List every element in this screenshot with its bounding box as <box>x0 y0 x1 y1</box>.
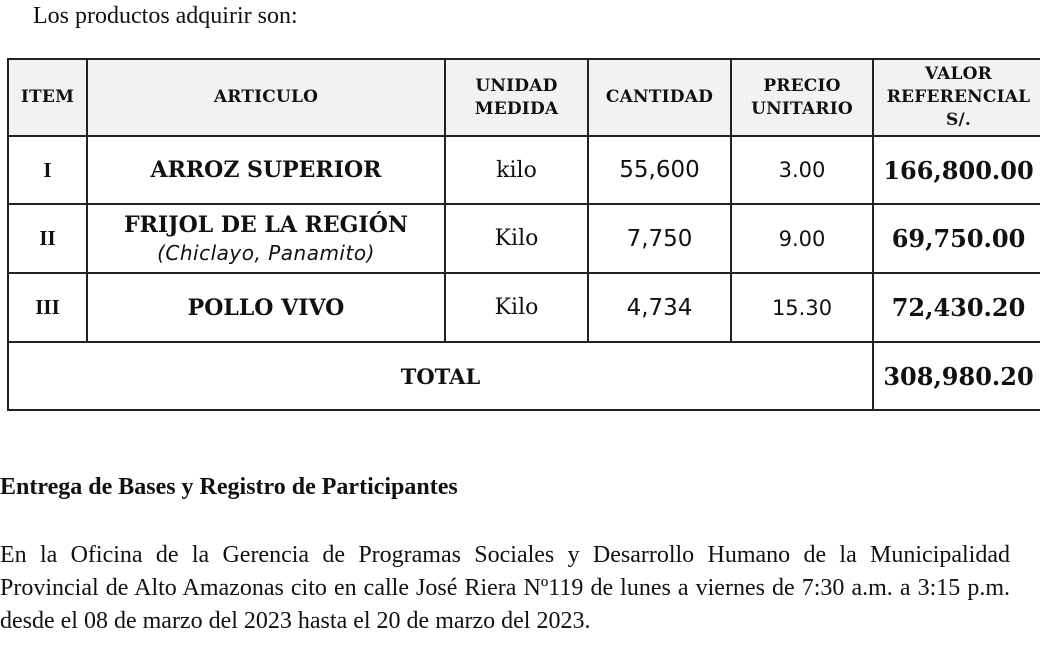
cell-precio: 9.00 <box>731 204 873 273</box>
header-precio-line1: PRECIO <box>763 75 841 96</box>
cell-precio: 3.00 <box>731 136 873 204</box>
articulo-name: FRIJOL DE LA REGIÓN <box>123 211 408 238</box>
header-precio-line2: UNITARIO <box>751 98 853 119</box>
intro-text: Los productos adquirir son: <box>33 3 298 29</box>
header-valor-line2: REFERENCIAL <box>886 87 1031 107</box>
cell-articulo: ARROZ SUPERIOR <box>87 136 445 204</box>
products-table <box>7 58 1040 411</box>
header-valor-line3: S/. <box>945 110 971 130</box>
cell-articulo <box>87 204 445 273</box>
cell-unidad: Kilo <box>445 273 588 342</box>
table-header-row <box>8 59 1040 136</box>
header-articulo: ARTICULO <box>87 59 445 136</box>
cell-valor: 166,800.00 <box>873 136 1040 204</box>
cell-item: I <box>8 136 87 204</box>
header-item: ITEM <box>8 59 87 136</box>
total-value: 308,980.20 <box>873 342 1040 410</box>
cell-valor: 69,750.00 <box>873 204 1040 273</box>
table-row <box>8 273 1040 342</box>
cell-unidad: Kilo <box>445 204 588 273</box>
header-cantidad: CANTIDAD <box>588 59 731 136</box>
cell-articulo: POLLO VIVO <box>87 273 445 342</box>
cell-item: II <box>8 204 87 273</box>
body-paragraph: En la Oficina de la Gerencia de Programas Sociales y Desarrollo Humano de la Municipalidad Provincial de Alto Amazonas cito en calle José Riera Nº119 de lunes a viernes de 7:30 a.m. a 3:15 p.m. desde el 08 de marzo del 2023 hasta el 20 de marzo del 2023. <box>0 542 1010 634</box>
cell-precio: 15.30 <box>731 273 873 342</box>
header-unidad-line1: UNIDAD <box>475 75 558 96</box>
cell-unidad: kilo <box>445 136 588 204</box>
cell-valor: 72,430.20 <box>873 273 1040 342</box>
header-valor-line1: VALOR <box>925 64 992 84</box>
cell-cantidad: 7,750 <box>588 204 731 273</box>
cell-item: III <box>8 273 87 342</box>
table-row <box>8 136 1040 204</box>
articulo-subtitle: (Chiclayo, Panamito) <box>157 240 375 265</box>
total-label: TOTAL <box>8 342 873 410</box>
section-heading: Entrega de Bases y Registro de Participantes <box>0 474 458 500</box>
cell-cantidad: 55,600 <box>588 136 731 204</box>
header-unidad <box>445 59 588 136</box>
header-precio <box>731 59 873 136</box>
cell-cantidad: 4,734 <box>588 273 731 342</box>
table-total-row <box>8 342 1040 410</box>
header-unidad-line2: MEDIDA <box>474 98 559 119</box>
table-row <box>8 204 1040 273</box>
header-valor <box>873 59 1040 136</box>
